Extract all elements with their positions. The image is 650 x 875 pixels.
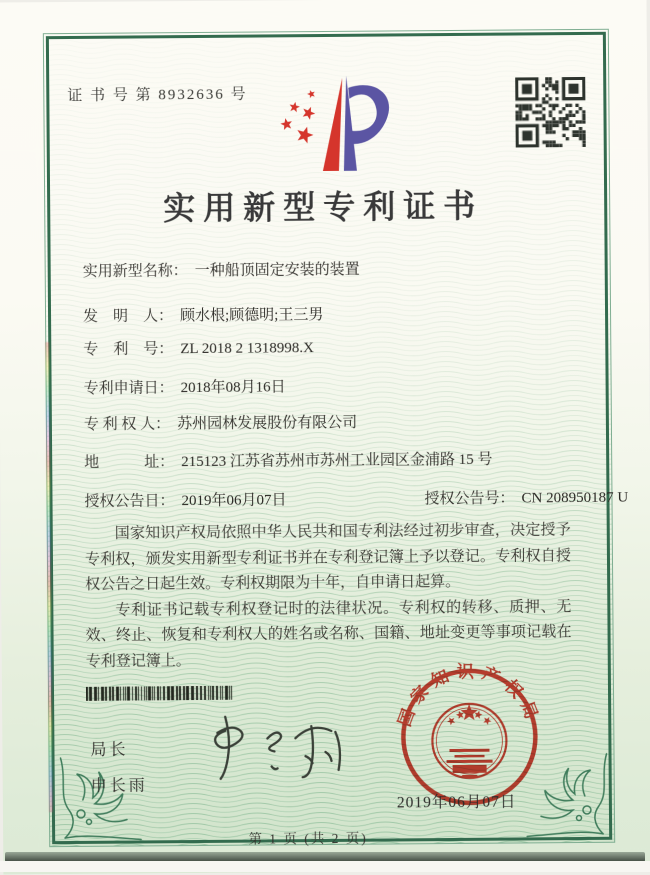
field-row-patentee: [84, 411, 357, 434]
star-icon: [456, 711, 464, 719]
field-label: 专 利 号：: [83, 341, 174, 358]
field-label: 发 明 人：: [82, 308, 174, 325]
seal-date: 2019年06月07日: [396, 793, 517, 812]
signer-title-label: 局长: [90, 741, 129, 759]
field-value: 2019年06月07日: [181, 492, 287, 510]
field-value: CN 208950187 U: [521, 489, 629, 507]
body-paragraph: 专利证书记载专利权登记时的法律状况。专利权的转移、质押、无效、终止、恢复和专利权人的姓名或名称、国籍、地址变更等事项记载在专利登记簿上。: [85, 598, 572, 670]
signer-block: [90, 736, 147, 795]
star-icon: [280, 118, 292, 130]
seal-organization-text: 国家知识产权局: [394, 662, 544, 730]
national-emblem-icon: [432, 704, 507, 779]
star-icon: [307, 90, 315, 98]
star-icon: [461, 704, 478, 720]
logo-p-bowl: [348, 85, 389, 144]
field-row-patent-number: [83, 336, 314, 359]
field-label: 专 利 权 人：: [83, 416, 171, 433]
star-icon: [483, 717, 491, 725]
field-row-address: [84, 448, 492, 472]
field-value: ZL 2018 2 1318998.X: [180, 340, 314, 358]
field-row-grant: [84, 488, 629, 511]
page-indicator: 第 1 页 (共 2 页): [248, 830, 368, 847]
field-label: 实用新型名称：: [82, 263, 188, 280]
field-row-filing-date: [84, 375, 286, 398]
qr-code: [515, 77, 586, 148]
field-label: 地 址：: [84, 454, 175, 471]
body-paragraph: 国家知识产权局依照中华人民共和国专利法经过初步审查，决定授予专利权，颁发实用新型专利证书并在专利登记簿上予以登记。专利权自授权公告之日起生效。专利权期限为十年，自申请日起算。: [84, 522, 572, 593]
certificate-number: 证 书 号 第 8932636 号: [67, 86, 248, 105]
field-label: 专利申请日：: [83, 380, 174, 397]
star-icon: [290, 102, 300, 112]
field-row-inventors: [83, 303, 324, 326]
field-value: 一种船顶固定安装的装置: [194, 261, 360, 280]
field-label: 授权公告号：: [424, 490, 515, 508]
legal-text: [85, 518, 572, 675]
star-icon: [303, 107, 316, 120]
field-row-invention-name: [83, 258, 360, 281]
field-label: 授权公告日：: [84, 493, 175, 510]
director-signature: [187, 708, 358, 797]
svg-text:国家知识产权局: [394, 662, 543, 729]
star-icon: [297, 127, 313, 144]
scanner-background: [0, 861, 650, 872]
field-pair-grant-number: [424, 486, 628, 509]
cnipa-logo-icon: [280, 73, 396, 178]
page-title: 实用新型专利证书: [163, 187, 484, 227]
logo-red-spike: [322, 78, 343, 171]
logo-stars: [280, 90, 315, 144]
star-icon: [447, 717, 455, 725]
field-value: 215123 江苏省苏州市苏州工业园区金浦路 15 号: [181, 451, 493, 471]
field-value: 2018年08月16日: [180, 379, 286, 397]
signer-name: 申长雨: [90, 777, 148, 795]
barcode: [86, 686, 234, 701]
star-icon: [475, 711, 483, 719]
field-value: 苏州园林发展股份有限公司: [177, 414, 358, 433]
field-value: 顾水根;顾德明;王三男: [180, 307, 324, 325]
